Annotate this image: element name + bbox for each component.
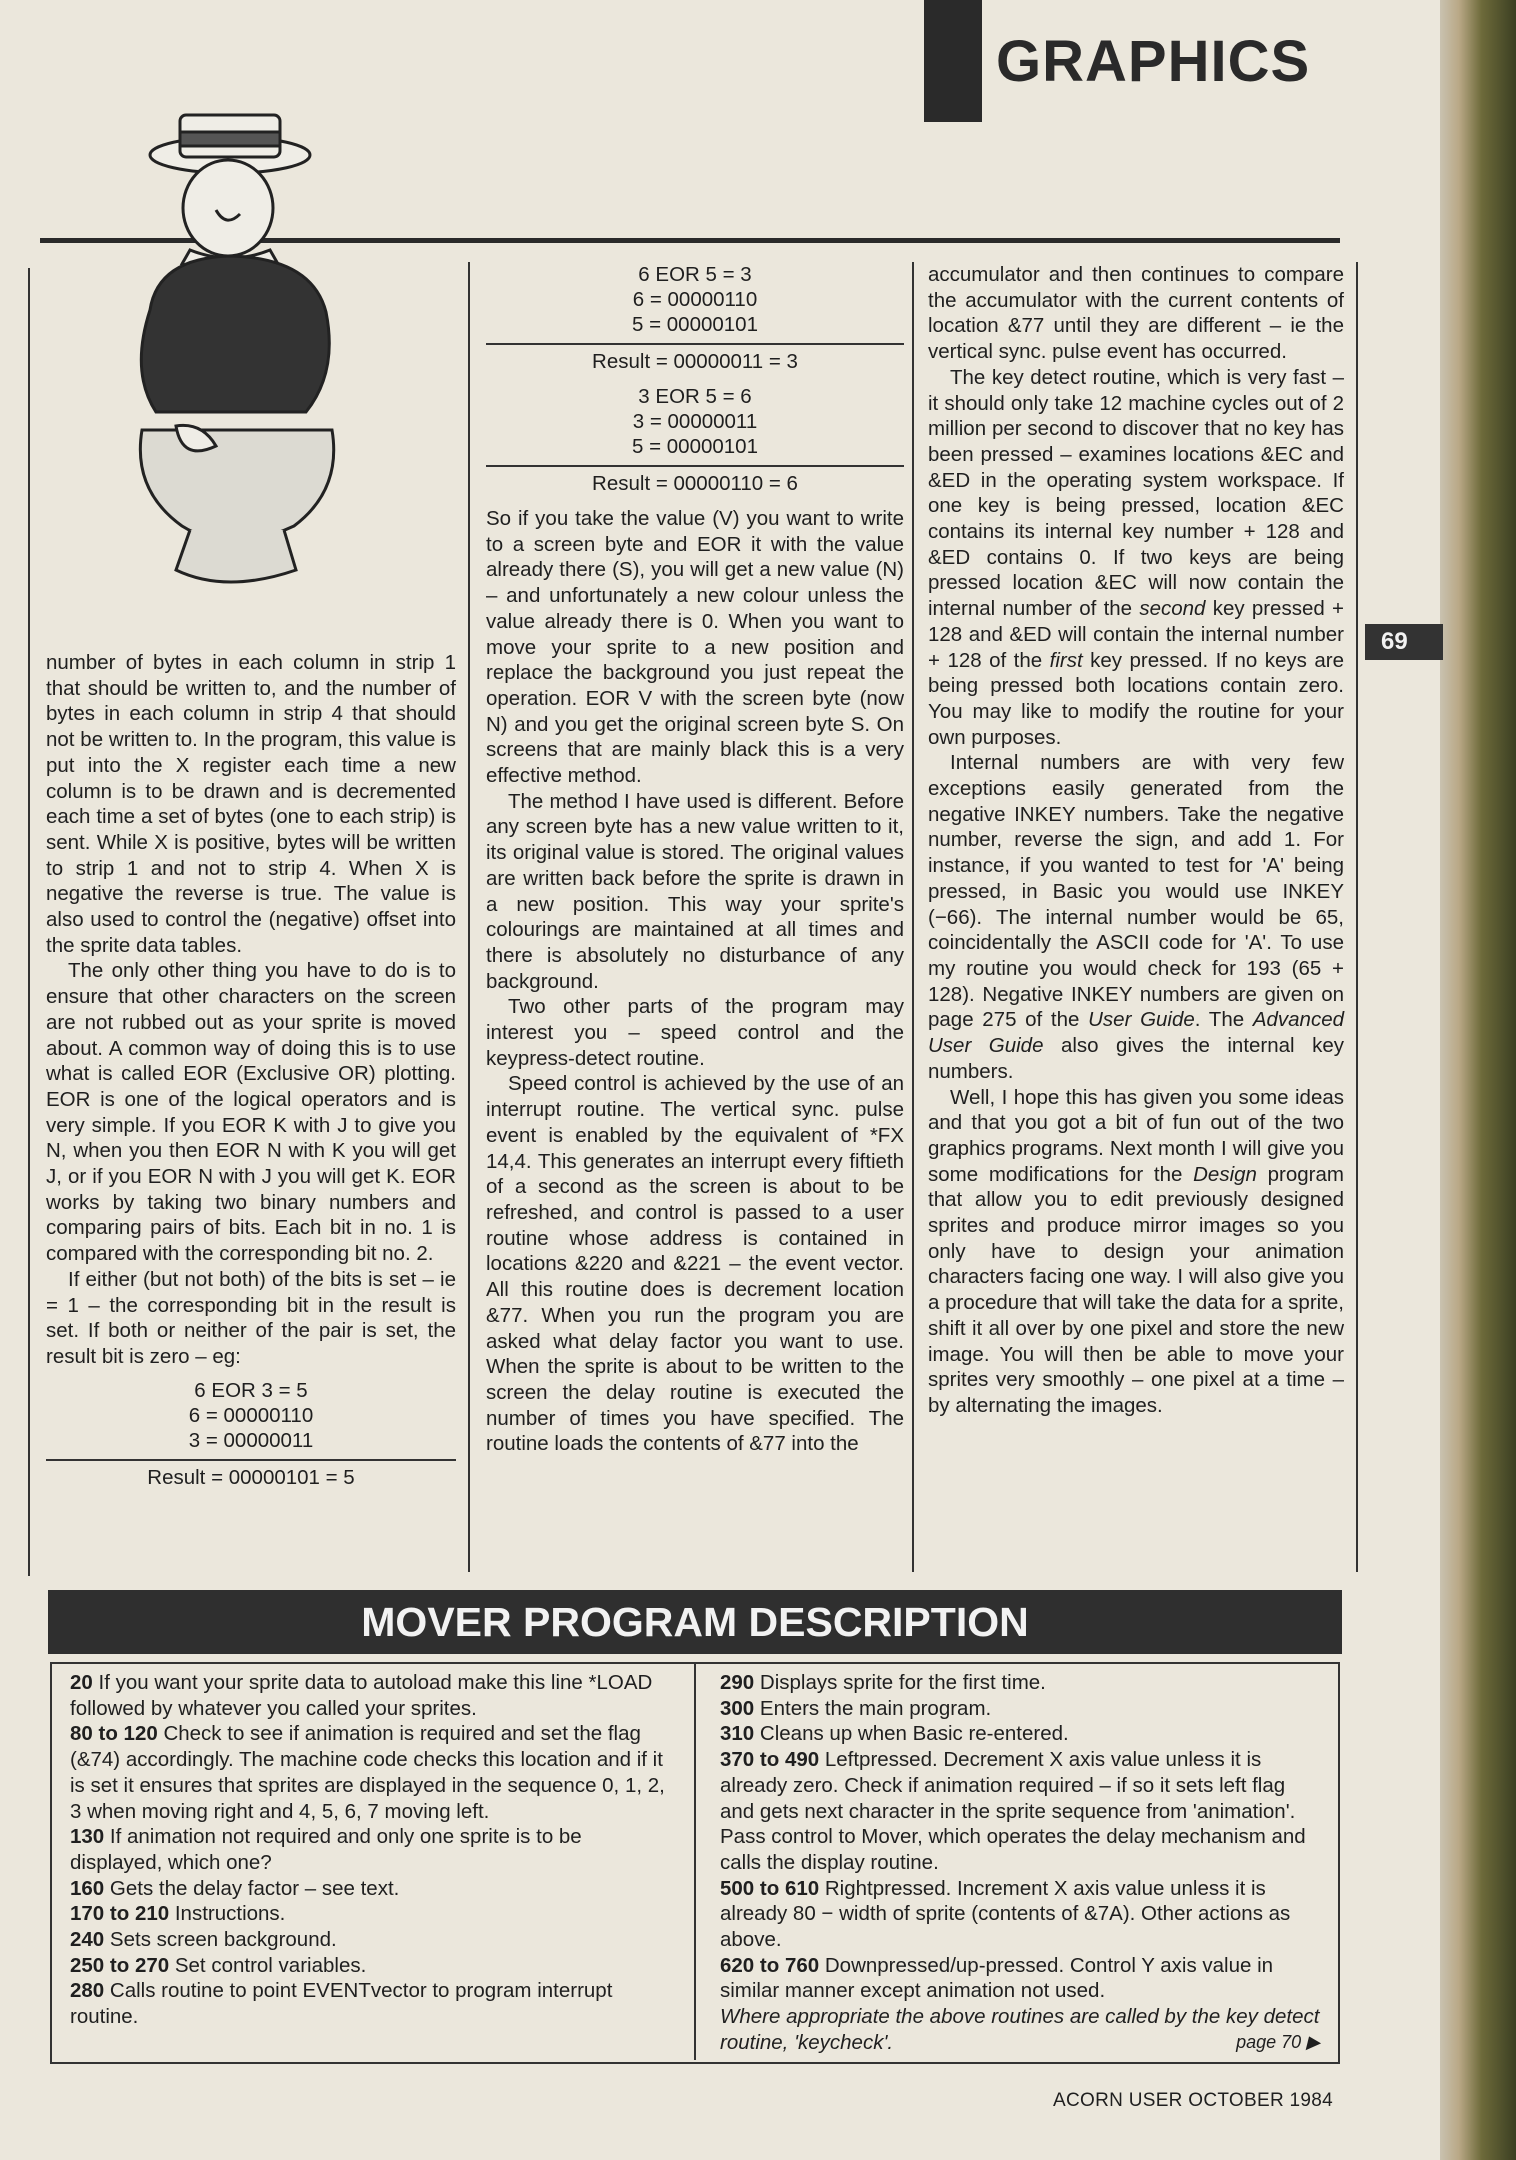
emphasis: Design [1193,1162,1257,1186]
example-line: 6 = 00000110 [188,1403,314,1427]
line-text: Set control variables. [174,1953,367,1977]
text-run: . The [1194,1008,1245,1032]
emphasis: Advanced User Guide [928,1008,1344,1058]
note-text: Where appropriate the above routines are called by the key detect routine, 'keycheck'. [720,2005,1320,2054]
line-text: If you want your sprite data to autoload make this line *LOAD followed by whatever you called your sprites. [70,1671,653,1720]
line-entry [720,1747,1320,1876]
col1-paragraph-3: If either (but not both) of the bits is set – ie = 1 – the corresponding bit in the result is set. If both or neither of the pair is set, the result bit is zero – eg: [46,1267,456,1368]
column-2 [486,262,904,1457]
sprite-character-illustration [120,100,390,610]
col1-paragraph-1: number of bytes in each column in strip 1 that should be written to, and the number of bytes in each column in strip 4 that should not be written to. In the program, this value is put into the X register each time a new column is to be drawn and is decremented each time a set of bytes (one to each strip) is sent. While X is positive, bytes will be written to strip 1 and not to strip 4. When X is negative the reverse is true. The value is also used to control the (negative) offset into the sprite data tables. [46,651,456,957]
line-entry [720,1953,1320,2004]
text-run: program that allow you to edit previously designed sprites and produce mirror images so you only have to design your animation characters facing one way. I will also give you a procedure that will take the data for a sprite, shift it all over by one pixel and store the new image. You will then be able to move your sprites very smoothly – one pixel at a time – by alternating the images. [928,1162,1344,1417]
line-entry [720,1670,1320,1696]
line-number: 290 [720,1671,755,1694]
line-entry [70,1978,666,2029]
emphasis: second [1139,597,1206,621]
line-number: 370 to 490 [720,1748,820,1772]
text-run: key pressed. If no keys are being pressed both locations contain zero. You may like to modify the routine for your own purposes. [928,648,1344,749]
line-number: 310 [720,1722,755,1746]
example-rule [486,465,904,467]
line-entry [70,1670,666,1721]
col3-paragraph-2 [928,365,1344,751]
text-run: key pressed + 128 and &ED will contain the internal number + 128 of the [928,597,1344,672]
line-entry [70,1901,666,1927]
page-footer: ACORN USER OCTOBER 1984 [1053,2090,1334,2111]
program-description-right [720,1670,1320,2056]
col1-paragraph-2: The only other thing you have to do is to ensure that other characters on the screen are not rubbed out as your sprite is moved about. A common way of doing this is to use what is called EOR (Exclusive OR) plotting. EOR is one of the logical operators and is very simple. If you EOR K with J to give you N, when you then EOR N with K you will get J, or if you EOR N with J you will get K. EOR works by taking two binary numbers and comparing pairs of bits. Each bit in no. 1 is compared with the corresponding bit no. 2. [46,959,456,1266]
example-rule [46,1459,456,1461]
page-edge [1440,0,1516,2160]
column-3 [928,262,1344,1419]
line-entry [70,1824,666,1875]
line-text: Leftpressed. Decrement X axis value unless it is already zero. Check if animation required – if so it sets left flag and gets next character in the sprite sequence from 'animation'. Pass control to Mover, which operates the delay mechanism and calls the display routine. [720,1748,1306,1874]
line-text: If animation not required and only one sprite is to be displayed, which one? [70,1825,582,1874]
eor-example-6-5 [486,262,904,374]
line-number: 170 to 210 [70,1902,170,1926]
text-run: Well, I hope this has given you some ideas and that you got a bit of fun out of the two graphics programs. Next month I will give you some modifications for the [928,1085,1344,1186]
line-text: Displays sprite for the first time. [759,1671,1046,1694]
line-entry [720,1721,1320,1747]
line-text: Downpressed/up-pressed. Control Y axis value in similar manner except animation not used. [720,1953,1274,2003]
line-text: Instructions. [174,1902,286,1926]
line-number: 300 [720,1696,755,1720]
eor-example-3-5 [486,384,904,496]
example-result: Result = 00000011 = 3 [592,350,798,373]
example-rule [486,343,904,345]
column-divider-2 [912,262,914,1572]
line-text: Cleans up when Basic re-entered. [759,1722,1069,1746]
example-line: 6 = 00000110 [632,288,758,311]
example-line: 6 EOR 3 = 5 [194,1378,308,1402]
program-description-divider [694,1664,696,2060]
line-entry [720,1696,1320,1722]
column-divider-3 [1356,262,1358,1572]
program-description-title: MOVER PROGRAM DESCRIPTION [48,1590,1342,1654]
eor-example-6-3 [46,1378,456,1490]
line-number: 160 [70,1876,105,1900]
section-marker-bar [924,0,982,122]
note [720,2004,1320,2055]
line-entry [70,1953,666,1979]
col3-paragraph-1: accumulator and then continues to compare the accumulator with the current contents of location &77 until they are different – ie the vertical sync. pulse event has occurred. [928,263,1344,364]
col2-paragraph-4: Speed control is achieved by the use of an interrupt routine. The vertical sync. pulse event is enabled by the equivalent of *FX 14,4. This generates an interrupt every fiftieth of a second as the screen is about to be refreshed, and control is passed to a user routine whose address is contained in locations &220 and &221 – the event vector. All this routine does is decrement location &77. When you run the program you are asked what delay factor you want to use. When the sprite is about to be written to the screen the delay routine is executed the number of times you have specified. The routine loads the contents of &77 into the [486,1072,904,1456]
column-1 [46,650,456,1490]
example-line: 5 = 00000101 [632,313,758,336]
col2-paragraph-3: Two other parts of the program may interest you – speed control and the keypress-detect routine. [486,995,904,1070]
col2-paragraph-1: So if you take the value (V) you want to write to a screen byte and EOR it with the value already there (S), you will get a new value (N) – and unfortunately a new colour unless the value already there is 0. When you want to move your sprite to a new position and replace the background you just repeat the operation. EOR V with the screen byte (now N) and you get the original screen byte S. On screens that are mainly black this is a very effective method. [486,507,904,788]
line-entry [70,1721,666,1824]
line-number: 20 [70,1671,93,1694]
page-number-tab: 69 [1365,624,1443,660]
line-text: Enters the main program. [759,1696,992,1720]
line-entry [70,1876,666,1902]
emphasis: first [1049,648,1083,672]
line-entry [720,1876,1320,1953]
col3-paragraph-3 [928,750,1344,1084]
line-text: Gets the delay factor – see text. [109,1876,400,1900]
line-number: 240 [70,1928,105,1952]
section-title: GRAPHICS [996,29,1311,94]
col3-paragraph-4 [928,1085,1344,1419]
line-number: 80 to 120 [70,1722,158,1746]
text-run: The key detect routine, which is very fast – it should only take 12 machine cycles out of 2 million per second to discover that no key has been pressed – examines locations &EC and &ED in the operating system workspace. If one key is being pressed, location &EC contains its internal key number + 128 and &ED contains 0. If two keys are being pressed location &EC will now contain the internal number of the [928,365,1344,621]
column-divider-left [28,268,30,1576]
line-text: Check to see if animation is required and set the flag (&74) accordingly. The machine code checks this location and if it is set it ensures that sprites are displayed in the sequence 0, 1, 2, 3 when moving right and 4, 5, 6, 7 moving left. [70,1722,665,1823]
line-text: Calls routine to point EVENTvector to program interrupt routine. [70,1979,613,2029]
example-line: 3 = 00000011 [188,1428,314,1452]
column-divider-1 [468,262,470,1572]
example-result: Result = 00000110 = 6 [592,472,798,495]
line-entry [70,1927,666,1953]
example-line: 5 = 00000101 [632,435,758,458]
text-run: Internal numbers are with very few exceptions easily generated from the negative INKEY numbers. Take the negative number, reverse the sign, and add 1. For instance, if you wanted to test for 'A' being pressed, in Basic you would use INKEY (−66). The internal number would be 65, coincidentally the ASCII code for 'A'. To use my routine you would check for 193 (65 + 128). Negative INKEY numbers are given on page 275 of the [928,751,1344,1032]
program-description-left [70,1670,666,2030]
line-number: 500 to 610 [720,1876,820,1900]
example-result: Result = 00000101 = 5 [147,1465,355,1489]
line-number: 130 [70,1825,105,1849]
example-line: 3 = 00000011 [632,410,758,433]
example-line: 3 EOR 5 = 6 [638,385,752,408]
line-text: Sets screen background. [109,1928,337,1952]
line-number: 280 [70,1979,105,2003]
col2-paragraph-2: The method I have used is different. Before any screen byte has a new value written to it, its original value is stored. The original values are written back before the sprite is drawn in a new position. This way your sprite's colourings are maintained at all times and there is absolutely no disturbance of any background. [486,789,904,993]
continued-link[interactable]: page 70 ▶ [1236,2031,1320,2052]
text-run: also gives the internal key numbers. [928,1034,1344,1083]
emphasis: User Guide [1088,1008,1195,1032]
example-line: 6 EOR 5 = 3 [638,263,752,286]
line-number: 620 to 760 [720,1953,820,1977]
line-text: Rightpressed. Increment X axis value unless it is already 80 − width of sprite (contents of &7A). Other actions as above. [720,1876,1291,1952]
line-number: 250 to 270 [70,1953,170,1977]
